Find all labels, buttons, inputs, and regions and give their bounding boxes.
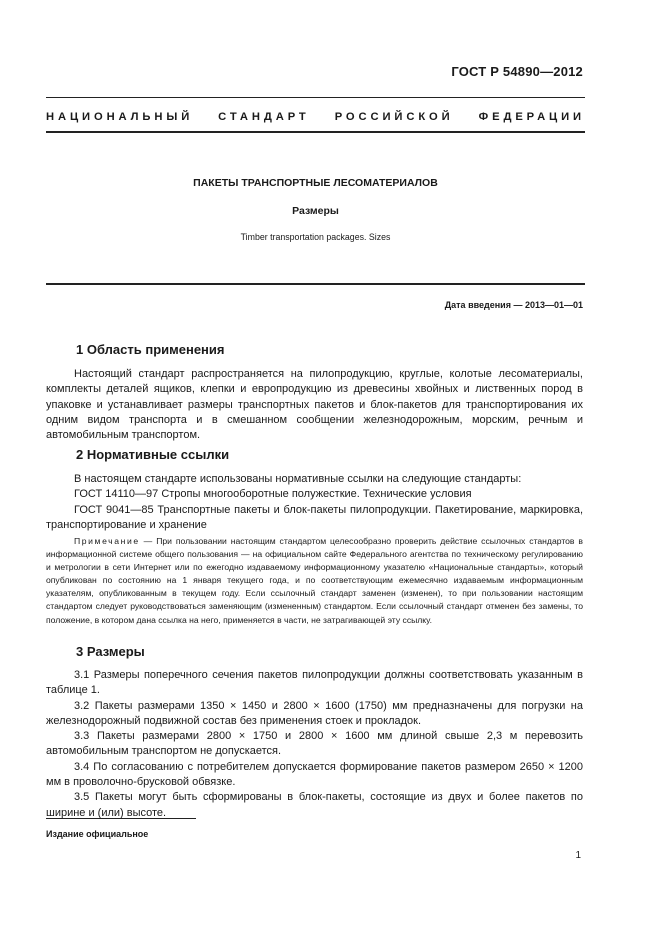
clause-3-5: 3.5 Пакеты могут быть сформированы в блок-пакеты, состоящие из двух и более пакетов по ширине и (или) высоте.: [46, 791, 583, 819]
document-title: ПАКЕТЫ ТРАНСПОРТНЫЕ ЛЕСОМАТЕРИАЛОВ: [193, 177, 438, 189]
document-number: ГОСТ Р 54890—2012: [451, 64, 583, 79]
english-title: Timber transportation packages. Sizes: [240, 232, 391, 242]
page-number: 1: [575, 850, 581, 861]
section-3-body: [46, 668, 583, 821]
clause-3-4: 3.4 По согласованию с потребителем допускается формирование пакетов размером 2650 × 1200 мм в проволочно-брусковой обвязке.: [46, 760, 583, 789]
section-2-body: [46, 472, 583, 533]
section-1-heading: 1 Область применения: [76, 342, 225, 357]
section-1-paragraph: Настоящий стандарт распространяется на пилопродукцию, круглые, колотые лесоматериалы, комплекты деталей ящиков, клепки и европродукцию из древесины хвойных и лиственных пород в упаковке и устанавливает размеры транспортных пакетов и блок-пакетов для транспортирования их одним видом транспорта и в смешанном сообщении железнодорожным, морским, речным и автомобильным транспортом.: [46, 368, 583, 442]
references-note: [46, 535, 583, 627]
note-text: — При пользовании настоящим стандартом целесообразно проверить действие ссылочных стандартов в информационной системе общего пользования — на официальном сайте Федерального агентства по техническому регулированию и метрологии в сети Интернет или по ежегодно издаваемому информационному указателю «Национальные стандарты», который опубликован по состоянию на 1 января текущего года, и по соответствующим ежемесячно издаваемым информационным указателям, опубликованным в текущем году. Если ссылочный стандарт заменен (изменен), то при пользовании настоящим стандартом следует руководствоваться заменяющим (измененным) стандартом. Если ссылочный стандарт отменен без замены, то положение, в котором дана ссылка на него, применяется в части, не затрагивающей эту ссылку.: [46, 536, 583, 625]
document-subtitle: Размеры: [292, 205, 339, 217]
header-rule-top: [46, 97, 585, 98]
note-label: Примечание: [74, 536, 140, 546]
clause-3-3: 3.3 Пакеты размерами 2800 × 1750 и 2800 × 1600 мм длиной свыше 2,3 м перевозить автомобильным транспортом не допускается.: [46, 730, 583, 758]
footer-rule: [46, 818, 196, 819]
reference-gost-14110: ГОСТ 14110—97 Стропы многооборотные полужесткие. Технические условия: [74, 488, 472, 501]
clause-3-2: 3.2 Пакеты размерами 1350 × 1450 и 2800 × 1600 (1750) мм предназначены для погрузки на железнодорожный подвижной состав без применения стоек и прокладок.: [46, 699, 583, 727]
title-rule: [46, 283, 585, 285]
references-intro: В настоящем стандарте использованы нормативные ссылки на следующие стандарты:: [74, 473, 522, 485]
section-1-body: [46, 367, 583, 443]
section-2-heading: 2 Нормативные ссылки: [76, 447, 230, 462]
header-rule-bottom: [46, 131, 585, 133]
clause-3-1: 3.1 Размеры поперечного сечения пакетов пилопродукции должны соответствовать указанным в таблице 1.: [46, 669, 583, 697]
edition-label: Издание официальное: [46, 829, 149, 839]
standard-banner: НАЦИОНАЛЬНЫЙ СТАНДАРТ РОССИЙСКОЙ ФЕДЕРАЦИИ: [46, 111, 585, 123]
reference-gost-9041: ГОСТ 9041—85 Транспортные пакеты и блок-пакеты пилопродукции. Пакетирование, маркировка, транспортирование и хранение: [46, 503, 583, 531]
introduction-date: Дата введения — 2013—01—01: [444, 300, 583, 310]
section-3-heading: 3 Размеры: [76, 644, 145, 659]
